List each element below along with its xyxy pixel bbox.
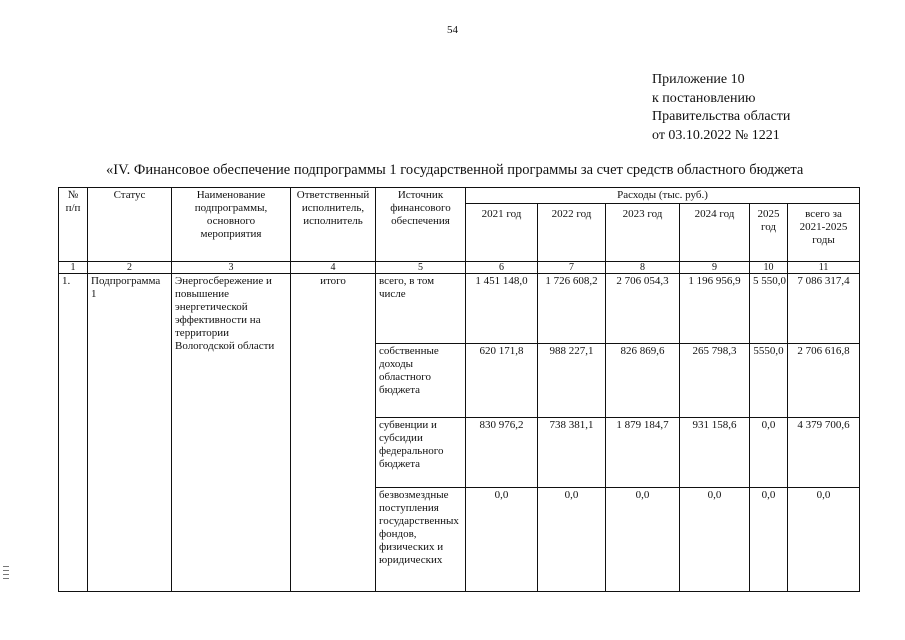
value-cell: 265 798,3 <box>680 344 750 418</box>
value-cell: 826 869,6 <box>606 344 680 418</box>
column-index: 9 <box>680 262 750 274</box>
header-expenses: Расходы (тыс. руб.) <box>466 188 860 204</box>
value-cell: 0,0 <box>680 488 750 592</box>
header-year: 2023 год <box>606 204 680 262</box>
header-year: 2025 год <box>750 204 788 262</box>
value-cell: 1 726 608,2 <box>538 274 606 344</box>
header-year: 2021 год <box>466 204 538 262</box>
section-title: «IV. Финансовое обеспечение подпрограммы 1 государственной программы за счет средств областного бюджета <box>106 162 804 178</box>
row-responsible: итого <box>291 274 376 592</box>
appendix-block <box>652 71 790 145</box>
header-year: 2024 год <box>680 204 750 262</box>
value-cell: 0,0 <box>788 488 860 592</box>
column-index: 10 <box>750 262 788 274</box>
value-cell: 1 451 148,0 <box>466 274 538 344</box>
page-number: 54 <box>447 24 458 36</box>
value-cell: 1 196 956,9 <box>680 274 750 344</box>
value-cell: 0,0 <box>538 488 606 592</box>
column-index: 11 <box>788 262 860 274</box>
value-cell: 0,0 <box>750 418 788 488</box>
value-cell: 5550,0 <box>750 344 788 418</box>
scan-mark <box>3 566 9 567</box>
row-num: 1. <box>59 274 88 592</box>
scan-mark <box>3 574 9 575</box>
column-index: 2 <box>88 262 172 274</box>
appendix-line: от 03.10.2022 № 1221 <box>652 127 780 143</box>
column-index: 3 <box>172 262 291 274</box>
value-cell: 2 706 054,3 <box>606 274 680 344</box>
value-cell: 738 381,1 <box>538 418 606 488</box>
source-label: субвенции и субсидии федерального бюджета <box>376 418 466 488</box>
header-status: Статус <box>88 188 172 262</box>
value-cell: 0,0 <box>606 488 680 592</box>
value-cell: 931 158,6 <box>680 418 750 488</box>
appendix-line: Правительства области <box>652 109 791 124</box>
value-cell: 0,0 <box>466 488 538 592</box>
column-index: 1 <box>59 262 88 274</box>
scan-mark <box>3 578 9 579</box>
column-index: 4 <box>291 262 376 274</box>
value-cell: 7 086 317,4 <box>788 274 860 344</box>
column-index: 8 <box>606 262 680 274</box>
header-total: всего за 2021-2025 годы <box>788 204 860 262</box>
column-index: 7 <box>538 262 606 274</box>
column-index-row <box>59 262 860 274</box>
header-responsible: Ответственный исполнитель, исполнитель <box>291 188 376 262</box>
column-index: 6 <box>466 262 538 274</box>
column-index: 5 <box>376 262 466 274</box>
budget-table <box>58 187 860 592</box>
value-cell: 620 171,8 <box>466 344 538 418</box>
value-cell: 0,0 <box>750 488 788 592</box>
value-cell: 2 706 616,8 <box>788 344 860 418</box>
source-label: всего, в том числе <box>376 274 466 344</box>
header-source: Источник финансового обеспечения <box>376 188 466 262</box>
row-name: Энергосбережение и повышение энергетической эффективности на территории Вологодской области <box>172 274 291 592</box>
source-label: безвозмездные поступления государственных фондов, физических и юридических <box>376 488 466 592</box>
header-name: Наименование подпрограммы, основного мероприятия <box>172 188 291 262</box>
scan-mark <box>3 570 9 571</box>
scan-edge-marks <box>3 566 9 582</box>
appendix-line: к постановлению <box>652 90 756 106</box>
source-label: собственные доходы областного бюджета <box>376 344 466 418</box>
value-cell: 5 550,0 <box>750 274 788 344</box>
appendix-line: Приложение 10 <box>652 72 745 87</box>
header-year: 2022 год <box>538 204 606 262</box>
header-row <box>59 188 860 204</box>
header-num: № п/п <box>59 188 88 262</box>
table-row <box>59 274 860 344</box>
value-cell: 830 976,2 <box>466 418 538 488</box>
value-cell: 988 227,1 <box>538 344 606 418</box>
row-status: Подпрограмма 1 <box>88 274 172 592</box>
value-cell: 1 879 184,7 <box>606 418 680 488</box>
value-cell: 4 379 700,6 <box>788 418 860 488</box>
